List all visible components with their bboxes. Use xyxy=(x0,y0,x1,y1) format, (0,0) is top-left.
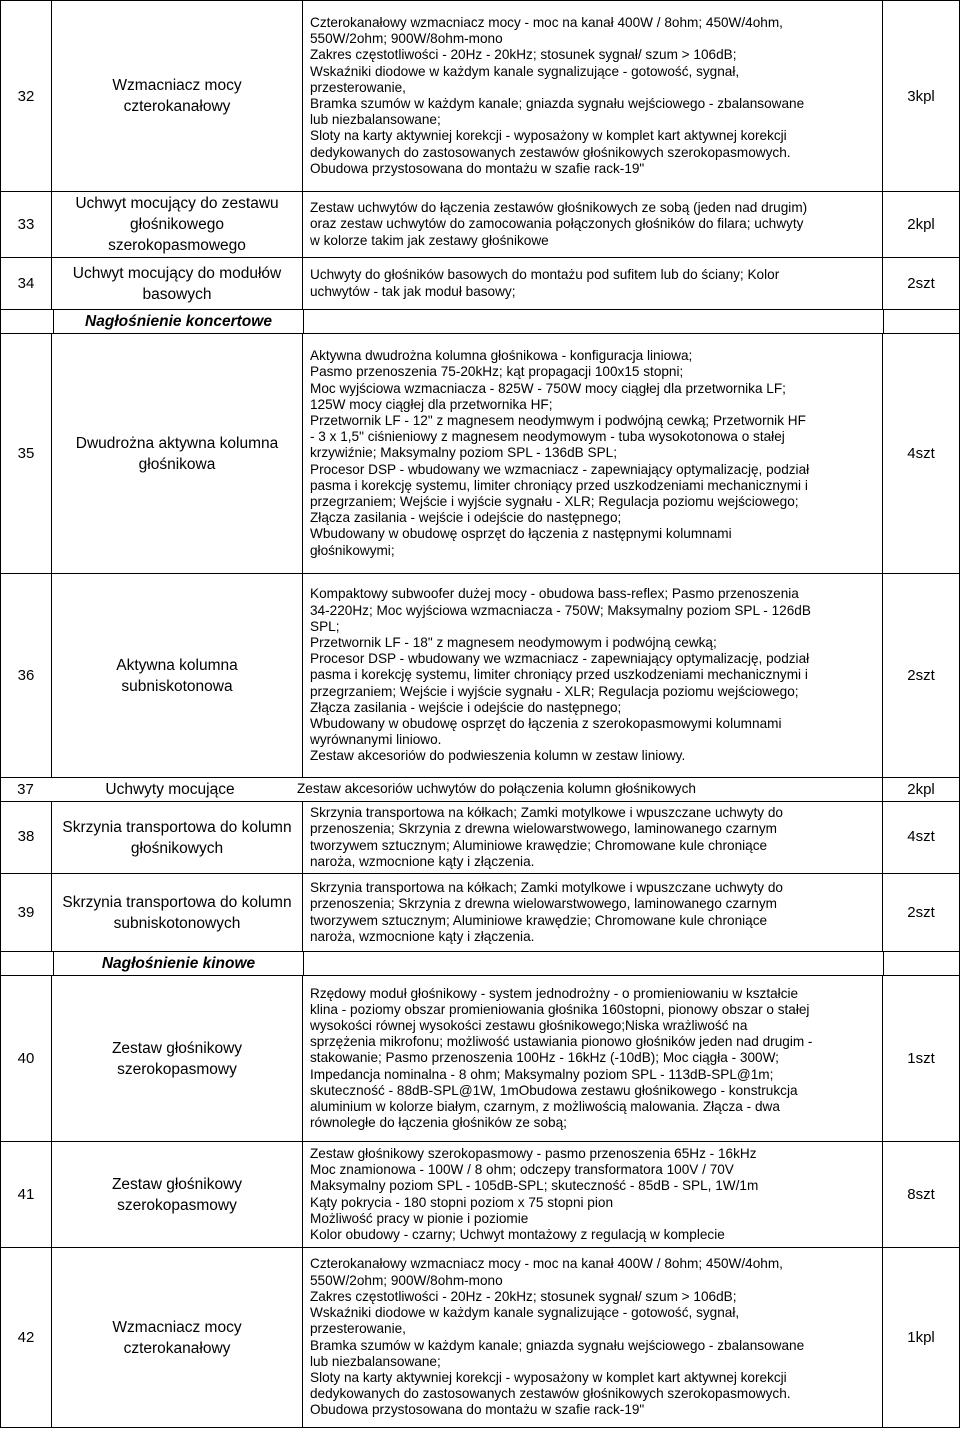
item-name: Skrzynia transportowa do kolumn głośnikowych xyxy=(52,802,303,873)
item-description xyxy=(303,1142,883,1247)
item-name: Zestaw głośnikowy szerokopasmowy xyxy=(52,1142,303,1247)
item-name: Dwudrożna aktywna kolumna głośnikowa xyxy=(52,334,303,573)
row-number: 41 xyxy=(0,1142,52,1247)
item-description xyxy=(303,976,883,1141)
table-row xyxy=(0,334,960,574)
item-description-text: Skrzynia transportowa na kółkach; Zamki motylkowe i wpuszczane uchwyty do przenoszenia; Skrzynia z drewna wielowarstwowego, laminowanego czarnym tworzywem sztucznym; Aluminiowe krawędzie; Chromowane kule chroniące naroża, wzmocnione kąty i złączenia. xyxy=(310,880,783,944)
item-quantity: 2szt xyxy=(883,574,960,777)
item-name: Zestaw głośnikowy szerokopasmowy xyxy=(52,976,303,1141)
section-title: Nagłośnienie kinowe xyxy=(53,952,304,975)
item-quantity: 3kpl xyxy=(883,1,960,191)
row-number: 39 xyxy=(0,874,52,951)
row-number: 40 xyxy=(0,976,52,1141)
item-quantity: 2szt xyxy=(883,258,960,309)
item-description xyxy=(290,778,883,801)
row-number: 36 xyxy=(0,574,52,777)
item-description-text: Rzędowy moduł głośnikowy - system jednodrożny - o promieniowaniu w kształcie klina - poziomy obszar promieniowania głośnika 160stopni, pionowy obszar o stałej wysokości równej wysokości zestawu głośnikowego;Niska wrażliwość na sprzężenia mikrofonu; możliwość ustawiania pionowo głośników jeden nad drugim - stakowanie; Pasmo przenoszenia 100Hz - 16kHz (-10dB); Moc ciągła - 300W; Impedancja nominalna - 8 ohm; Maksymalny poziom SPL - 113dB-SPL@1m; skuteczność - 88dB-SPL@1W, 1mObudowa zestawu głośnikowego - konstrukcja aluminium w kolorze białym, czarnym, z możliwością malowania. Złącza - dwa równoległe do łączenia głośników ze sobą; xyxy=(310,985,813,1131)
row-number: 37 xyxy=(0,778,50,801)
item-description-text: Skrzynia transportowa na kółkach; Zamki motylkowe i wpuszczane uchwyty do przenoszenia; Skrzynia z drewna wielowarstwowego, laminowanego czarnym tworzywem sztucznym; Aluminiowe krawędzie; Chromowane kule chroniące naroża, wzmocnione kąty i złączenia. xyxy=(310,805,783,869)
item-description xyxy=(303,874,883,951)
row-number: 38 xyxy=(0,802,52,873)
section-empty-cell xyxy=(304,310,884,333)
item-name: Uchwyty mocujące xyxy=(105,781,235,798)
table-row xyxy=(0,874,960,952)
item-description-text: Zestaw głośnikowy szerokopasmowy - pasmo przenoszenia 65Hz - 16kHz Moc znamionowa - 100W / 8 ohm; odczepy transformatora 100V / 70V Maksymalny poziom SPL - 105dB-SPL; skuteczność - 85dB - SPL, 1W/1m Kąty pokrycia - 180 stopni poziom x 75 stopni pion Możliwość pracy w pionie i poziomie Kolor obudowy - czarny; Uchwyt montażowy z regulacją w komplecie xyxy=(310,1145,759,1242)
item-quantity: 2kpl xyxy=(883,778,960,801)
table-row xyxy=(0,192,960,258)
item-description xyxy=(303,334,883,573)
section-header-koncertowe xyxy=(0,310,960,334)
item-quantity: 2szt xyxy=(883,874,960,951)
item-description xyxy=(303,802,883,873)
item-description xyxy=(303,574,883,777)
item-name: Skrzynia transportowa do kolumn subniskotonowych xyxy=(52,874,303,951)
table-row xyxy=(0,976,960,1142)
item-quantity: 1kpl xyxy=(883,1248,960,1427)
table-row xyxy=(0,0,960,192)
table-row xyxy=(0,574,960,778)
item-name: Wzmacniacz mocy czterokanałowy xyxy=(52,1248,303,1427)
row-number: 32 xyxy=(0,1,52,191)
item-description xyxy=(303,258,883,309)
item-name: Wzmacniacz mocy czterokanałowy xyxy=(52,1,303,191)
table-row xyxy=(0,1142,960,1248)
section-header-kinowe xyxy=(0,952,960,976)
item-name: Uchwyt mocujący do zestawu głośnikowego szerokopasmowego xyxy=(52,192,303,257)
item-name: Aktywna kolumna subniskotonowa xyxy=(52,574,303,777)
item-description-text: Czterokanałowy wzmacniacz mocy - moc na kanał 400W / 8ohm; 450W/4ohm, 550W/2ohm; 900W/8ohm-mono Zakres częstotliwości - 20Hz - 20kHz; stosunek sygnał/ szum > 106dB; Wskaźniki diodowe w każdym kanale sygnalizujące - gotowość, sygnał, przesterowanie, Bramka szumów w każdym kanale; gniazda sygnału wejściowego - zbalansowane lub niezbalansowane; Sloty na karty aktywniej korekcji - wyposażony w komplet kart aktywnej korekcji dedykowanych do zastosowanych zestawów głośnikowych szerokopasmowych. Obudowa przystosowana do montażu w szafie rack-19" xyxy=(310,14,805,176)
item-quantity: 4szt xyxy=(883,334,960,573)
row-number: 33 xyxy=(0,192,52,257)
section-empty-cell xyxy=(304,952,884,975)
item-quantity: 4szt xyxy=(883,802,960,873)
item-quantity: 1szt xyxy=(883,976,960,1141)
table-row xyxy=(0,802,960,874)
item-description-text: Aktywna dwudrożna kolumna głośnikowa - konfiguracja liniowa; Pasmo przenoszenia 75-20kHz; kąt propagacji 100x15 stopni; Moc wyjściowa wzmacniacza - 825W - 750W mocy ciągłej dla przetwornika LF; 125W mocy ciągłej dla przetwornika HF; Przetwornik LF - 12" z magnesem neodymwym i podwójną cewką; Przetwornik HF - 3 x 1,5" ciśnieniowy z magnesem neodymowym - tuba wysokotonowa o stałej krzywiźnie; Maksymalny poziom SPL - 136dB SPL; Procesor DSP - wbudowany we wzmacniacz - zapewniający optymalizację, podział pasma i korekcję systemu, limiter chroniący przed uszkodzeniami mechanicznymi i przegrzaniem; Wejście i wyjście sygnału - XLR; Regulacja poziomu wejściowego; Złącza zasilania - wejście i odejście do następnego; Wbudowany w obudowę osprzęt do łączenia z następnymi kolumnami głośnikowymi; xyxy=(310,348,810,558)
item-quantity: 8szt xyxy=(883,1142,960,1247)
row-number: 34 xyxy=(0,258,52,309)
item-quantity: 2kpl xyxy=(883,192,960,257)
item-name: Uchwyt mocujący do modułów basowych xyxy=(52,258,303,309)
item-description-text: Kompaktowy subwoofer dużej mocy - obudowa bass-reflex; Pasmo przenoszenia 34-220Hz; Moc wyjściowa wzmacniacza - 750W; Maksymalny poziom SPL - 126dB SPL; Przetwornik LF - 18" z magnesem neodymowym i podwójną cewką; Procesor DSP - wbudowany we wzmacniacz - zapewniający optymalizację, podział pasma i korekcję systemu, limiter chroniący przed uszkodzeniami mechanicznymi i przegrzaniem; Wejście i wyjście sygnału - XLR; Regulacja poziomu wejściowego; Złącza zasilania - wejście i odejście do następnego; Wbudowany w obudowę osprzęt do łączenia z szerokopasmowymi kolumnami wyrównanymi liniowo. Zestaw akcesoriów do podwieszenia kolumn w zestaw liniowy. xyxy=(310,586,811,764)
item-description-text: Zestaw uchwytów do łączenia zestawów głośnikowych ze sobą (jeden nad drugim) oraz zestaw uchwytów do zamocowania połączonych głośników do filara; uchwyty w kolorze takim jak zestawy głośnikowe xyxy=(310,200,808,248)
row-number: 42 xyxy=(0,1248,52,1427)
item-description-text: Czterokanałowy wzmacniacz mocy - moc na kanał 400W / 8ohm; 450W/4ohm, 550W/2ohm; 900W/8ohm-mono Zakres częstotliwości - 20Hz - 20kHz; stosunek sygnał/ szum > 106dB; Wskaźniki diodowe w każdym kanale sygnalizujące - gotowość, sygnał, przesterowanie, Bramka szumów w każdym kanale; gniazda sygnału wejściowego - zbalansowane lub niezbalansowane; Sloty na karty aktywniej korekcji - wyposażony w komplet kart aktywnej korekcji dedykowanych do zastosowanych zestawów głośnikowych szerokopasmowych. Obudowa przystosowana do montażu w szafie rack-19" xyxy=(310,1256,805,1418)
section-title: Nagłośnienie koncertowe xyxy=(53,310,304,333)
item-description xyxy=(303,192,883,257)
table-row xyxy=(0,258,960,310)
item-description xyxy=(303,1248,883,1427)
item-description-text: Uchwyty do głośników basowych do montażu pod sufitem lub do ściany; Kolor uchwytów - tak jak moduł basowy; xyxy=(310,267,780,299)
table-row xyxy=(0,778,960,802)
item-description-text: Zestaw akcesoriów uchwytów do połączenia kolumn głośnikowych xyxy=(297,781,696,797)
table-row xyxy=(0,1248,960,1428)
row-number: 35 xyxy=(0,334,52,573)
item-description xyxy=(303,1,883,191)
